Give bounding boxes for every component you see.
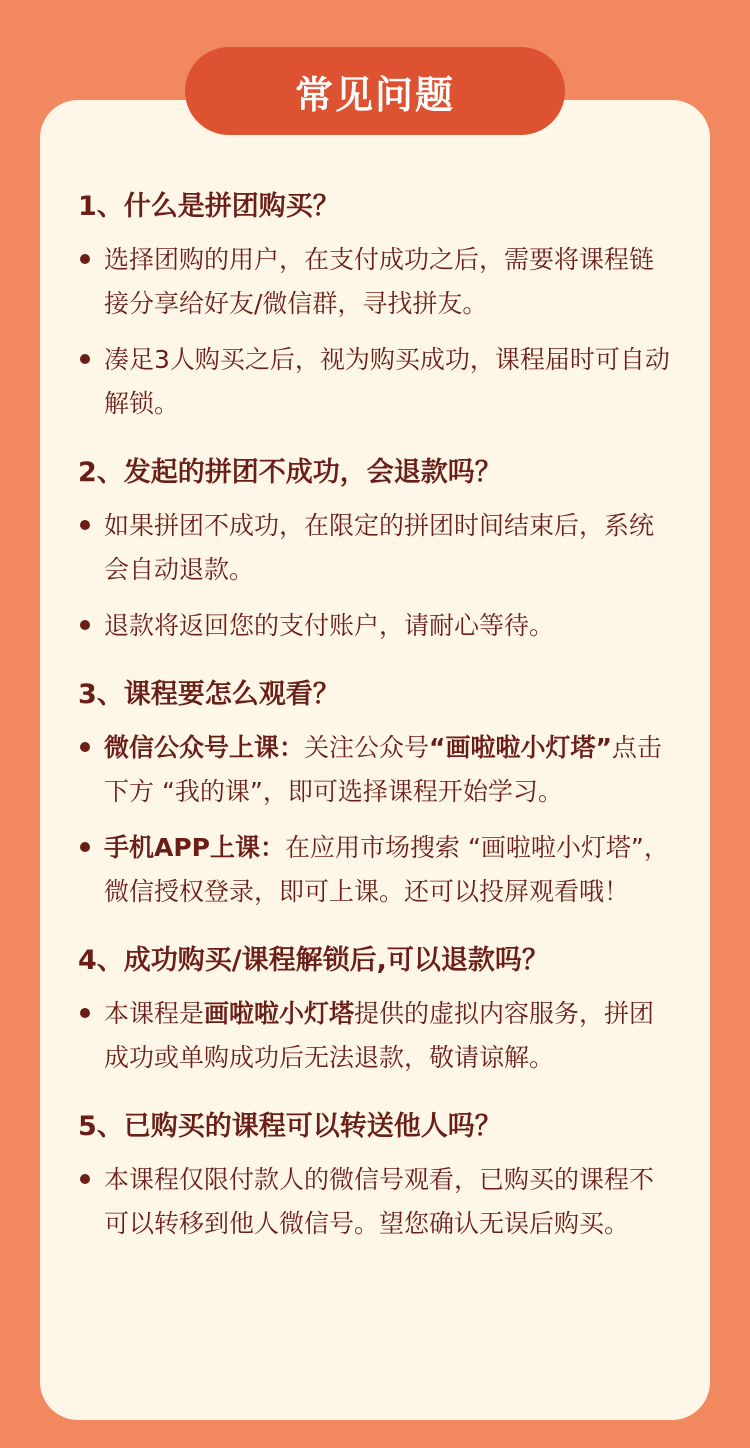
faq-answer-highlight: 画啦啦小灯塔 (204, 999, 355, 1028)
faq-answer-item (78, 238, 678, 326)
faq-answer-text: 提供的虚拟内容服务，拼团成功或单购成功后无法退款，敬请谅解。 (104, 999, 655, 1072)
page-title-text: 常见问题 (294, 72, 455, 117)
bullet-dot-icon (80, 254, 90, 264)
faq-section-3 (78, 666, 678, 914)
faq-answer-item (78, 992, 678, 1080)
faq-answer-text: 如果拼团不成功，在限定的拼团时间结束后，系统会自动退款。 (104, 511, 655, 584)
faq-question: 2、发起的拼团不成功，会退款吗？ (78, 457, 502, 488)
faq-list (78, 178, 678, 1264)
faq-answer-item (78, 1158, 678, 1246)
faq-answer-highlight: “画啦啦小灯塔” (429, 733, 612, 762)
faq-answer-item (78, 504, 678, 592)
faq-section-2 (78, 444, 678, 648)
bullet-dot-icon (80, 1008, 90, 1018)
faq-answer-text: 本课程仅限付款人的微信号观看，已购买的课程不可以转移到他人微信号。望您确认无误后购买。 (104, 1165, 655, 1238)
card-corner-right (550, 100, 670, 190)
bullet-dot-icon (80, 842, 90, 852)
faq-question: 3、课程要怎么观看？ (78, 679, 340, 710)
faq-question: 4、成功购买/课程解锁后,可以退款吗？ (78, 945, 549, 976)
faq-answer-lead: 手机APP上课： (104, 833, 285, 862)
bullet-dot-icon (80, 742, 90, 752)
faq-answer-text: 本课程是 (104, 999, 205, 1028)
faq-answer-lead: 微信公众号上课： (104, 733, 305, 762)
card-corner-left (80, 100, 200, 190)
faq-answer-item (78, 826, 678, 914)
faq-answer-item (78, 338, 678, 426)
faq-section-5 (78, 1098, 678, 1246)
faq-answer-text: 点击下方 “我的课”，即可选择课程开始学习。 (104, 733, 662, 806)
faq-answer-text: 凑足3人购买之后，视为购买成功，课程届时可自动解锁。 (104, 345, 670, 418)
bullet-dot-icon (80, 354, 90, 364)
faq-answer-item (78, 726, 678, 814)
faq-answer-text: 选择团购的用户，在支付成功之后，需要将课程链接分享给好友/微信群，寻找拼友。 (104, 245, 655, 318)
bullet-dot-icon (80, 520, 90, 530)
bullet-dot-icon (80, 1174, 90, 1184)
faq-answer-item (78, 604, 678, 648)
page-title (185, 47, 565, 135)
faq-question: 1、什么是拼团购买？ (78, 191, 340, 222)
faq-section-1 (78, 178, 678, 426)
bullet-dot-icon (80, 620, 90, 630)
faq-answer-text: 在应用市场搜索 “画啦啦小灯塔”，微信授权登录，即可上课。还可以投屏观看哦！ (104, 833, 669, 906)
faq-section-4 (78, 932, 678, 1080)
faq-question: 5、已购买的课程可以转送他人吗？ (78, 1111, 502, 1142)
faq-answer-text: 退款将返回您的支付账户，请耐心等待。 (104, 611, 555, 640)
faq-answer-text: 关注公众号 (304, 733, 430, 762)
